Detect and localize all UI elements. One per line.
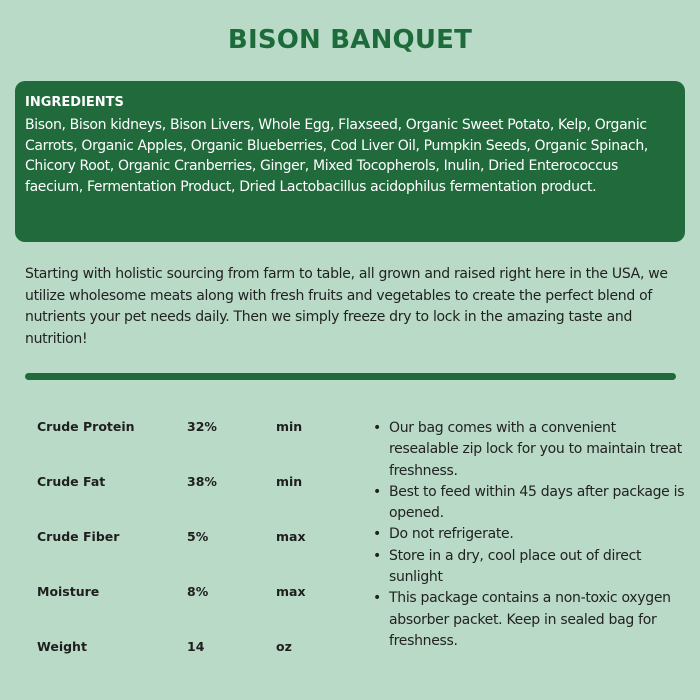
analysis-unit: max	[276, 529, 306, 544]
ingredients-list: Bison, Bison kidneys, Bison Livers, Whole Egg, Flaxseed, Organic Sweet Potato, Kelp, Organic Carrots, Organic Apples, Organic Blueberries, Cod Liver Oil, Pumpkin Seeds, Organic Spinach, Chicory Root, Organic Cranberries, Ginger, Mixed Tocopherols, Inulin, Dried Enterococcus faecium, Fermentation Product, Dried Lactobacillus acidophilus fermentation product.	[25, 117, 648, 195]
bullet-icon: •	[373, 483, 381, 500]
note-text: Best to feed within 45 days after package is opened.	[389, 483, 685, 522]
bullet-icon: •	[373, 590, 381, 607]
note-text: This package contains a non-toxic oxygen absorber packet. Keep in sealed bag for freshness.	[389, 590, 671, 649]
analysis-value: 14	[187, 639, 205, 654]
analysis-value: 32%	[187, 419, 217, 434]
analysis-value: 8%	[187, 584, 209, 599]
list-item	[370, 588, 685, 652]
analysis-row-crude-fiber	[37, 521, 337, 551]
note-text: Our bag comes with a convenient resealable zip lock for you to maintain treat freshness.	[389, 420, 682, 479]
ingredients-heading: INGREDIENTS	[25, 95, 124, 110]
analysis-label: Crude Protein	[37, 419, 135, 434]
analysis-unit: oz	[276, 639, 292, 654]
bullet-icon: •	[373, 420, 381, 436]
note-text: Do not refrigerate.	[389, 526, 514, 543]
analysis-value: 5%	[187, 529, 209, 544]
list-item	[370, 524, 685, 545]
analysis-unit: min	[276, 419, 303, 434]
analysis-unit: min	[276, 474, 303, 489]
analysis-row-weight	[37, 631, 337, 661]
analysis-row-crude-fat	[37, 466, 337, 496]
list-item	[370, 418, 685, 482]
analysis-row-moisture	[37, 576, 337, 606]
intro-paragraph: Starting with holistic sourcing from farm to table, all grown and raised right here in the USA, we utilize wholesome meats along with fresh fruits and vegetables to create the perfect blend of nutrients your pet needs daily. Then we simply freeze dry to lock in the amazing taste and nutrition!	[25, 266, 668, 347]
analysis-value: 38%	[187, 474, 217, 489]
analysis-label: Weight	[37, 639, 87, 654]
page-title: BISON BANQUET	[227, 25, 473, 55]
analysis-label: Crude Fat	[37, 474, 106, 489]
ingredients-panel	[15, 81, 685, 242]
note-text: Store in a dry, cool place out of direct sunlight	[389, 547, 642, 586]
list-item	[370, 546, 685, 589]
analysis-label: Crude Fiber	[37, 529, 120, 544]
analysis-row-crude-protein	[37, 411, 337, 441]
section-divider	[25, 373, 676, 380]
list-item	[370, 482, 685, 525]
bullet-icon: •	[373, 526, 381, 543]
analysis-label: Moisture	[37, 584, 100, 599]
bullet-icon: •	[373, 547, 381, 564]
analysis-unit: max	[276, 584, 306, 599]
storage-notes-list	[370, 418, 685, 652]
